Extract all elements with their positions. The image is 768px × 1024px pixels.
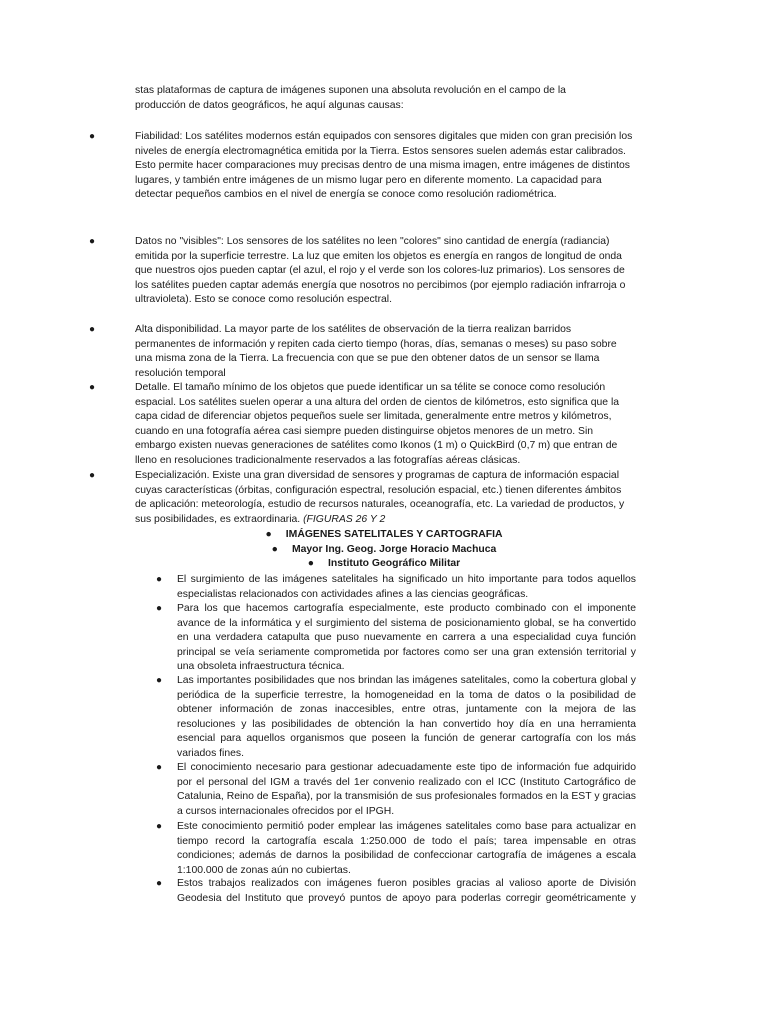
list-item-text: Para los que hacemos cartografía especialmente, este producto combinado con el imponente avance de la informática y el surgimiento del sistema de posicionamiento global, se ha convertido en una verdadera catapulta que puso nuevamente en carrera a una especialidad cuya función principal se veía seriamente comprometida por factores como ser una gran extensión territorial y una obsoleta infraestructura técnica. bbox=[177, 603, 636, 673]
heading-title bbox=[0, 528, 768, 543]
heading-author bbox=[0, 543, 768, 558]
list-item-text: Estos trabajos realizados con imágenes fueron posibles gracias al valioso aporte de División Geodesia del Instituto que proveyó puntos de apoyo para poderlas corregir geométricamente y bbox=[177, 878, 636, 904]
list-item-detalle bbox=[89, 381, 633, 469]
list-item-text: El conocimiento necesario para gestionar adecuadamente este tipo de información fue adquirido por el personal del IGM a través del 1er convenio realizado con el ICC (Instituto Cartográfico de Catalunia, Reino de España), por la transmisión de sus profesionales formados en la EST y gracias a cursos internacionales ofrecidos por el IPGH. bbox=[177, 762, 636, 817]
list-item-especializacion bbox=[89, 469, 633, 527]
list-item-cartografia bbox=[156, 602, 636, 675]
list-item-text: Especialización. Existe una gran diversidad de sensores y programas de captura de información espacial cuyas características (órbitas, configuración espectral, resolución espacial, etc.) tienen diferentes ámbitos de aplicación: meteorología, estudio de recursos naturales, oceanografía, etc. La variedad de productos, y sus posibilidades, es extraordinaria. bbox=[135, 470, 625, 525]
bullet-icon: ● bbox=[89, 131, 96, 142]
bullet-icon: ● bbox=[307, 558, 315, 569]
list-item-conocimiento bbox=[156, 761, 636, 819]
bullet-icon: ● bbox=[89, 470, 96, 481]
list-item-text: El surgimiento de las imágenes satelitales ha significado un hito importante para todos aquellos especialistas relacionados con actividades afines a las ciencias geográficas. bbox=[177, 574, 636, 600]
heading-institution-text: Instituto Geográfico Militar bbox=[328, 558, 461, 569]
bullet-icon: ● bbox=[89, 236, 96, 247]
figure-reference: (FIGURAS 26 Y 2 bbox=[303, 513, 386, 525]
list-item-datos-no-visibles bbox=[89, 235, 633, 308]
list-item-text: Detalle. El tamaño mínimo de los objetos que puede identificar un sa télite se conoce como resolución espacial. Los satélites suelen operar a una altura del orden de cientos de kilómetros, esto significa que la capa cidad de diferenciar objetos pequeños suele ser limitada, generalmente entre metros y kilómetros, cuando en una fotografía aérea casi siempre pueden distinguirse objetos menores de un metro. Sin embargo existen nuevas generaciones de satélites como Ikonos (1 m) o QuickBird (0,7 m) que entran de lleno en resoluciones tradicionalmente reservados a las fotografías aéreas clásicas. bbox=[135, 382, 620, 466]
heading-author-text: Mayor Ing. Geog. Jorge Horacio Machuca bbox=[291, 544, 497, 555]
list-item-alta-disponibilidad bbox=[89, 323, 633, 381]
list-item-text: Fiabilidad: Los satélites modernos están equipados con sensores digitales que miden con gran precisión los niveles de energía electromagnética emitida por la Tierra. Estos sensores suelen además estar calibrados. Esto permite hacer comparaciones muy precisas dentro de una misma imagen, entre imágenes de distintos lugares, y también entre imágenes de un mismo lugar pero en diferente momento. La capacidad para detectar pequeños cambios en el nivel de energía se conoce como resolución radiométrica. bbox=[135, 131, 633, 201]
list-item-trabajos bbox=[156, 877, 636, 906]
bullet-icon: ● bbox=[89, 324, 96, 335]
bullet-icon: ● bbox=[265, 529, 272, 540]
heading-title-text: IMÁGENES SATELITALES Y CARTOGRAFIA bbox=[285, 529, 503, 540]
bullet-icon: ● bbox=[156, 675, 163, 686]
list-item-text: Las importantes posibilidades que nos brindan las imágenes satelitales, como la cobertura global y periódica de la superficie terrestre, la homogeneidad en la toma de datos o la posibilidad de obtener información de zonas inaccesibles, entre otras, juntamente con la mejora de las resoluciones y las posibilidades de obtención la han convertido hoy día en una herramienta esencial para aquellos organismos que poseen la función de generar cartografía con los más variados fines. bbox=[177, 675, 636, 759]
bullet-icon: ● bbox=[156, 574, 163, 585]
bullet-icon: ● bbox=[156, 878, 163, 889]
list-item-fiabilidad bbox=[89, 130, 633, 203]
list-item-text: Datos no "visibles": Los sensores de los satélites no leen "colores" sino cantidad de energía (radiancia) emitida por la superficie terrestre. La luz que emiten los objetos es energía en rangos de longitud de onda que nuestros ojos pueden captar (el azul, el rojo y el verde son los colores-luz primarios). Los sensores de los satélites pueden captar además energía que nosotros no percibimos (por ejemplo radiación infrarroja o ultravioleta). Esto se conoce como resolución espectral. bbox=[135, 236, 626, 306]
heading-institution bbox=[0, 557, 768, 572]
bullet-icon: ● bbox=[156, 603, 163, 614]
bullet-icon: ● bbox=[156, 762, 163, 773]
list-item-posibilidades bbox=[156, 674, 636, 762]
list-item-text: Alta disponibilidad. La mayor parte de los satélites de observación de la tierra realizan barridos permanentes de información y repiten cada cierto tiempo (horas, días, semanas o meses) su paso sobre una misma zona de la Tierra. La frecuencia con que se pue den obtener datos de un sensor se llama resolución temporal bbox=[135, 324, 617, 379]
intro-paragraph: stas plataformas de captura de imágenes suponen una absoluta revolución en el campo de la producción de datos geográficos, he aquí algunas causas: bbox=[135, 85, 566, 111]
bullet-icon: ● bbox=[156, 821, 163, 832]
bullet-icon: ● bbox=[271, 544, 278, 555]
bullet-icon: ● bbox=[89, 382, 96, 393]
list-item-surgimiento bbox=[156, 573, 636, 602]
list-item-text: Este conocimiento permitió poder emplear las imágenes satelitales como base para actualizar en tiempo record la cartografía escala 1:250.000 de todo el país; tarea impensable en otras condiciones; además de darnos la posibilidad de confeccionar cartografía de imágenes a escala 1:100.000 de zonas aún no cubiertas. bbox=[177, 821, 636, 876]
list-item-actualizacion bbox=[156, 820, 636, 878]
